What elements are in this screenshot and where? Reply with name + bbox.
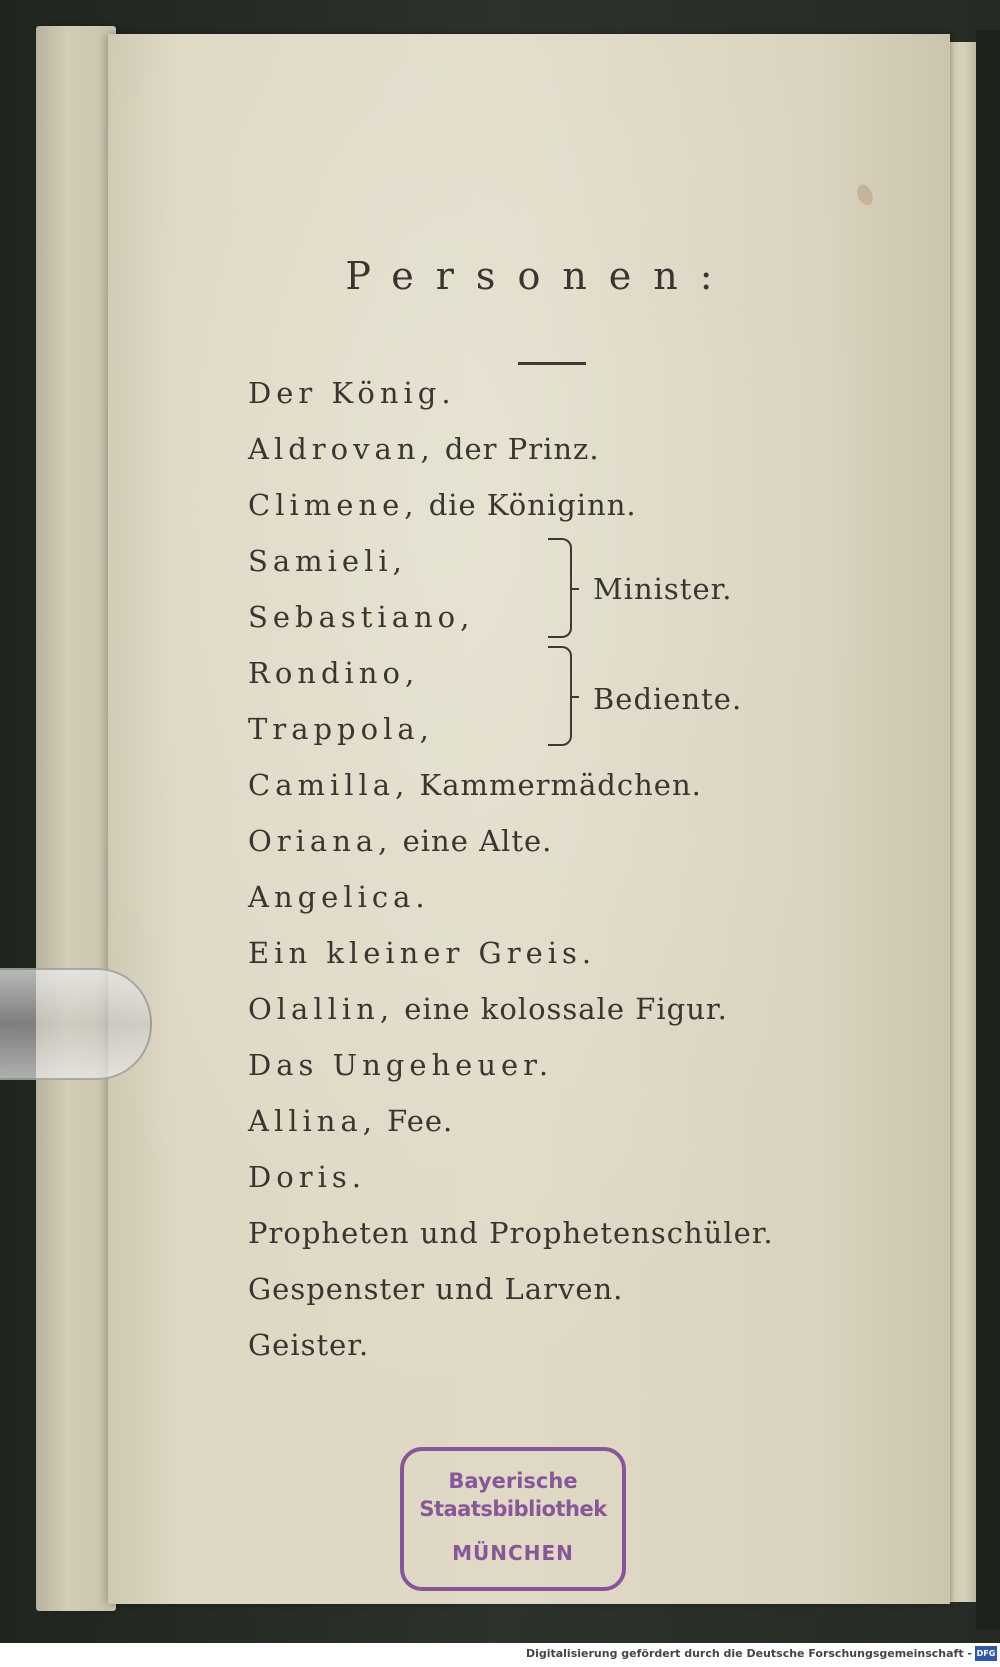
cast-description: Gespenster und Larven. (248, 1272, 624, 1306)
group-label: Bediente. (593, 682, 743, 716)
scan-background-right (976, 30, 1000, 1630)
cast-entry (248, 488, 637, 522)
cast-entry (248, 376, 456, 410)
cast-entry (248, 1216, 774, 1250)
cast-entry (248, 544, 407, 578)
previous-page-edge (36, 26, 116, 1611)
cast-name: Allina, (248, 1104, 377, 1138)
group-brace (548, 538, 572, 638)
cast-name: Climene, (248, 488, 419, 522)
cast-entry (248, 656, 419, 690)
cast-name: Angelica. (248, 880, 430, 914)
cast-entry (248, 712, 434, 746)
cast-entry (248, 880, 430, 914)
cast-entry (248, 1048, 553, 1082)
cast-description: die Königinn. (428, 488, 637, 522)
cast-entry (248, 936, 596, 970)
group-label: Minister. (593, 572, 733, 606)
group-brace (548, 646, 572, 746)
cast-description: Kammermädchen. (419, 768, 702, 802)
cast-description: Geister. (248, 1328, 370, 1362)
page-clip (0, 968, 152, 1080)
cast-entry (248, 1328, 369, 1362)
cast-description: der Prinz. (444, 432, 600, 466)
cast-name: Olallin, (248, 992, 395, 1026)
cast-entry (248, 768, 702, 802)
footer-bar (0, 1643, 1000, 1667)
cast-name: Doris. (248, 1160, 366, 1194)
cast-name: Trappola, (248, 712, 434, 746)
cast-name: Aldrovan, (248, 432, 435, 466)
stamp-line: Bayerische (448, 1469, 578, 1493)
cast-name: Das Ungeheuer. (248, 1048, 554, 1082)
cast-name: Sebastiano, (248, 600, 475, 634)
cast-entry (248, 1272, 623, 1306)
dfg-logo: DFG (975, 1646, 997, 1661)
cast-name: Ein kleiner Greis. (248, 936, 597, 970)
cast-entry (248, 824, 552, 858)
stamp-line: MÜNCHEN (452, 1541, 574, 1565)
cast-description: eine kolossale Figur. (404, 992, 728, 1026)
cast-name: Samieli, (248, 544, 407, 578)
cast-name: Der König. (248, 376, 456, 410)
stamp-line: Staatsbibliothek (419, 1497, 607, 1521)
cast-name: Rondino, (248, 656, 420, 690)
cast-name: Oriana, (248, 824, 393, 858)
cast-entry (248, 432, 600, 466)
cast-entry (248, 600, 474, 634)
footer-credit: Digitalisierung gefördert durch die Deutsche Forschungsgemeinschaft - (525, 1647, 972, 1660)
cast-list (248, 34, 898, 1604)
cast-name: Camilla, (248, 768, 410, 802)
cast-entry (248, 1104, 453, 1138)
library-stamp (400, 1447, 626, 1591)
cast-description: Propheten und Prophetenschüler. (248, 1216, 774, 1250)
cast-description: eine Alte. (402, 824, 553, 858)
page-heading: Personen: (345, 254, 735, 298)
cast-entry (248, 992, 728, 1026)
cast-description: Fee. (387, 1104, 454, 1138)
book-page (108, 34, 950, 1604)
cast-entry (248, 1160, 366, 1194)
